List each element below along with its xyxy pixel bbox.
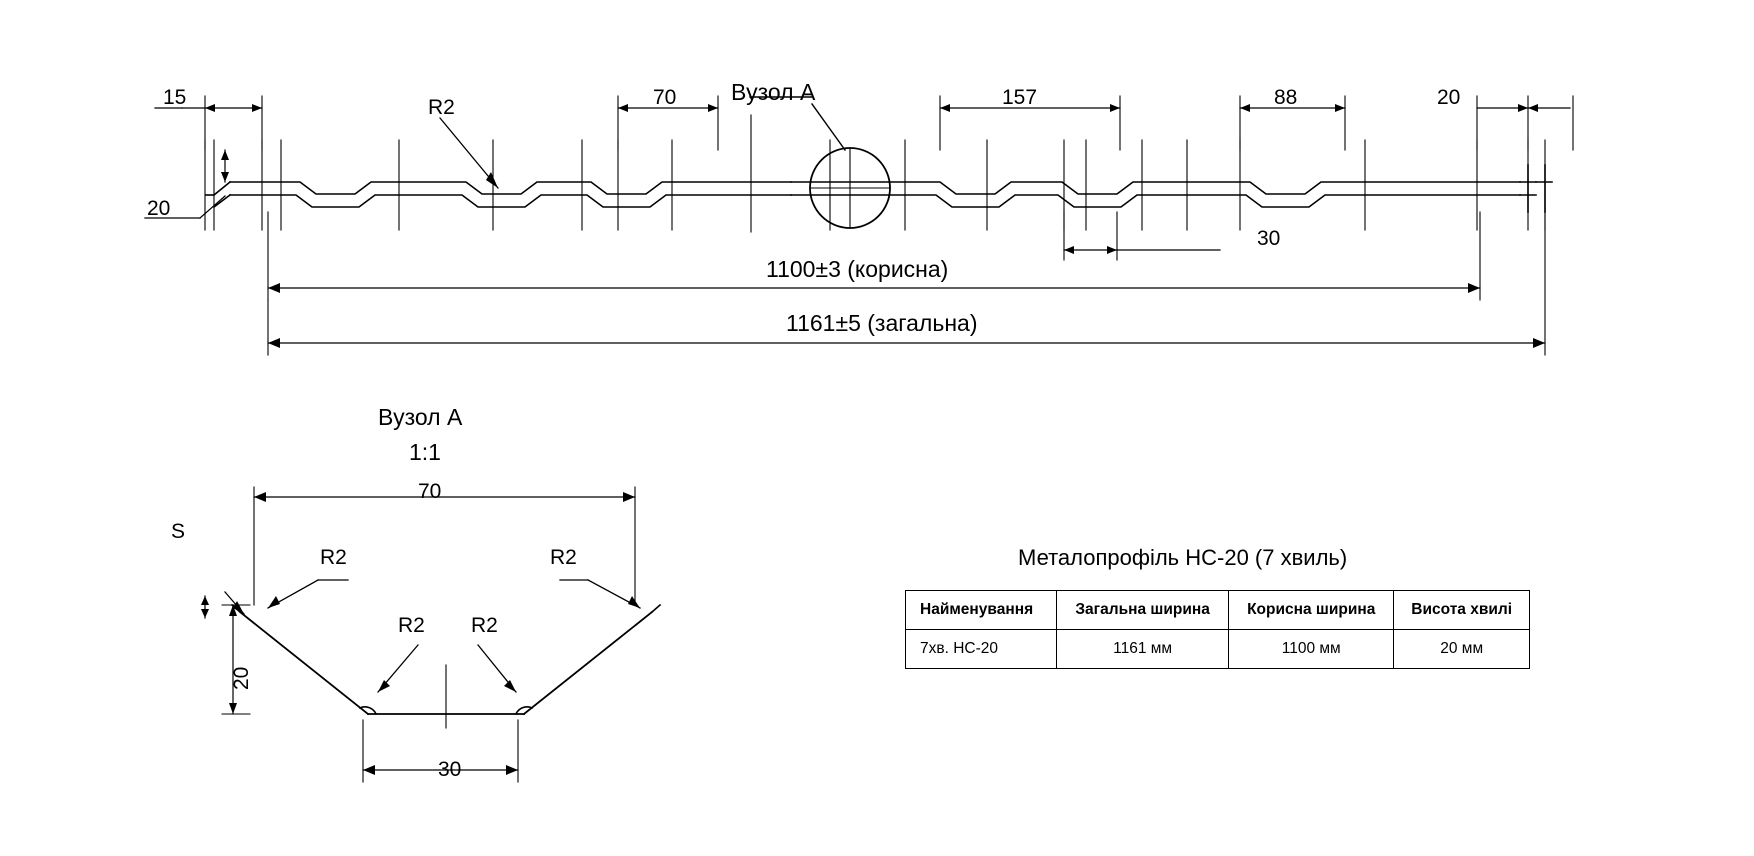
cell-wave-height: 20 мм: [1394, 630, 1530, 669]
dim-label-total-width: 1161±5 (загальна): [786, 310, 978, 336]
dim-label-157: 157: [1002, 86, 1038, 109]
table-header-name: Найменування: [906, 591, 1057, 630]
detail-view-title: Вузол А: [378, 404, 463, 430]
cell-name: 7хв. НС-20: [906, 630, 1057, 669]
table-row: [906, 630, 1530, 669]
detail-r2-right-inner: R2: [471, 614, 498, 637]
table-header-row: [906, 591, 1530, 630]
detail-dim-label-20: 20: [230, 666, 253, 690]
table-header-useful-width: Корисна ширина: [1229, 591, 1394, 630]
table-title: Металопрофіль НС-20 (7 хвиль): [1018, 545, 1348, 570]
table-header-wave-height: Висота хвилі: [1394, 591, 1530, 630]
dim-label-88: 88: [1274, 86, 1298, 109]
detail-label-s: S: [171, 520, 186, 543]
dim-label-30-top: 30: [1257, 227, 1281, 250]
dim-label-20-left: 20: [147, 197, 171, 220]
detail-r2-left-inner: R2: [398, 614, 425, 637]
dim-label-useful-width: 1100±3 (корисна): [766, 256, 949, 282]
cell-useful-width: 1100 мм: [1229, 630, 1394, 669]
detail-callout-label: Вузол А: [731, 79, 816, 105]
cell-total-width: 1161 мм: [1057, 630, 1229, 669]
detail-r2-right-outer: R2: [550, 546, 577, 569]
detail-dim-label-70: 70: [418, 480, 442, 503]
dim-label-r2-top: R2: [428, 96, 455, 119]
dim-label-70-top: 70: [653, 86, 677, 109]
dim-label-15: 15: [163, 86, 187, 109]
detail-r2-left-outer: R2: [320, 546, 347, 569]
detail-view-scale: 1:1: [409, 439, 441, 465]
dim-label-20-right: 20: [1437, 86, 1461, 109]
spec-table: [905, 590, 1530, 669]
detail-dim-label-30: 30: [438, 758, 462, 781]
table-header-total-width: Загальна ширина: [1057, 591, 1229, 630]
